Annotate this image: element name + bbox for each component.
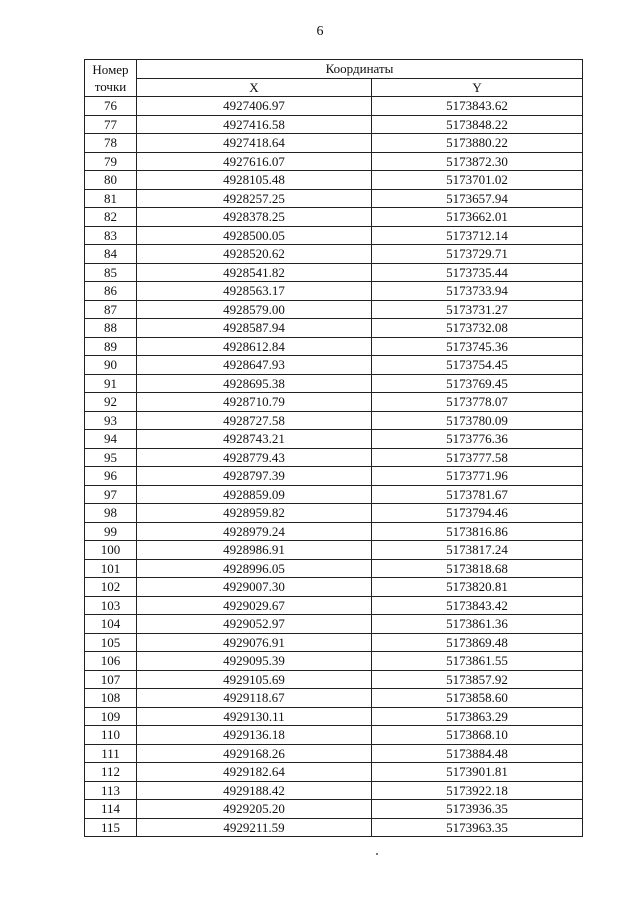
point-number-cell: 76 [85,97,137,116]
point-number-cell: 107 [85,670,137,689]
x-coordinate-cell: 4928859.09 [137,485,372,504]
x-coordinate-cell: 4928743.21 [137,430,372,449]
table-row [85,633,583,652]
point-number-cell: 110 [85,726,137,745]
y-coordinate-cell: 5173843.62 [372,97,583,116]
table-row [85,411,583,430]
header-row-bottom [85,78,583,97]
y-coordinate-cell: 5173657.94 [372,189,583,208]
table-row [85,800,583,819]
table-row [85,393,583,412]
point-number-cell: 77 [85,115,137,134]
x-coordinate-cell: 4927406.97 [137,97,372,116]
table-row [85,744,583,763]
table-row [85,97,583,116]
y-coordinate-cell: 5173754.45 [372,356,583,375]
scan-speck [376,853,378,855]
x-coordinate-cell: 4929130.11 [137,707,372,726]
y-coordinate-cell: 5173869.48 [372,633,583,652]
x-coordinate-cell: 4929105.69 [137,670,372,689]
table-row [85,670,583,689]
x-coordinate-cell: 4928710.79 [137,393,372,412]
point-number-header [85,60,137,97]
x-coordinate-cell: 4928500.05 [137,226,372,245]
point-number-header-line1: Номер [92,61,129,77]
y-coordinate-cell: 5173771.96 [372,467,583,486]
table-row [85,115,583,134]
point-number-cell: 105 [85,633,137,652]
point-number-cell: 83 [85,226,137,245]
x-coordinate-cell: 4928797.39 [137,467,372,486]
table-row [85,282,583,301]
point-number-cell: 100 [85,541,137,560]
y-coordinate-cell: 5173817.24 [372,541,583,560]
y-coordinate-cell: 5173701.02 [372,171,583,190]
x-coordinate-cell: 4928520.62 [137,245,372,264]
point-number-cell: 92 [85,393,137,412]
y-coordinate-cell: 5173781.67 [372,485,583,504]
table-row [85,430,583,449]
point-number-cell: 103 [85,596,137,615]
y-coordinate-cell: 5173818.68 [372,559,583,578]
point-number-cell: 104 [85,615,137,634]
table-row [85,485,583,504]
x-coordinate-cell: 4928378.25 [137,208,372,227]
point-number-cell: 95 [85,448,137,467]
table-row [85,763,583,782]
x-coordinate-cell: 4928727.58 [137,411,372,430]
y-coordinate-cell: 5173861.55 [372,652,583,671]
table-row [85,726,583,745]
x-coordinate-cell: 4927416.58 [137,115,372,134]
table-row [85,818,583,837]
table-row [85,522,583,541]
table-row [85,689,583,708]
y-coordinate-cell: 5173963.35 [372,818,583,837]
table-row [85,337,583,356]
x-coordinate-cell: 4928579.00 [137,300,372,319]
point-number-cell: 79 [85,152,137,171]
x-coordinate-cell: 4928959.82 [137,504,372,523]
point-number-cell: 101 [85,559,137,578]
table-row [85,578,583,597]
point-number-cell: 81 [85,189,137,208]
point-number-cell: 88 [85,319,137,338]
y-coordinate-cell: 5173863.29 [372,707,583,726]
point-number-cell: 87 [85,300,137,319]
x-coordinate-cell: 4929182.64 [137,763,372,782]
y-coordinate-cell: 5173936.35 [372,800,583,819]
y-coordinate-cell: 5173733.94 [372,282,583,301]
table-row [85,374,583,393]
x-coordinate-cell: 4929168.26 [137,744,372,763]
y-coordinate-cell: 5173922.18 [372,781,583,800]
x-coordinate-cell: 4929052.97 [137,615,372,634]
y-coordinate-cell: 5173857.92 [372,670,583,689]
x-coordinate-cell: 4928996.05 [137,559,372,578]
x-coordinate-cell: 4928563.17 [137,282,372,301]
y-coordinate-cell: 5173816.86 [372,522,583,541]
point-number-cell: 113 [85,781,137,800]
point-number-cell: 99 [85,522,137,541]
x-coordinate-cell: 4928979.24 [137,522,372,541]
table-row [85,448,583,467]
y-coordinate-cell: 5173732.08 [372,319,583,338]
x-coordinate-cell: 4927418.64 [137,134,372,153]
y-coordinate-cell: 5173735.44 [372,263,583,282]
x-coordinate-cell: 4929188.42 [137,781,372,800]
y-coordinate-cell: 5173662.01 [372,208,583,227]
point-number-cell: 106 [85,652,137,671]
table-row [85,245,583,264]
point-number-cell: 94 [85,430,137,449]
point-number-cell: 93 [85,411,137,430]
x-coordinate-cell: 4928257.25 [137,189,372,208]
x-coordinate-cell: 4929007.30 [137,578,372,597]
table-row [85,189,583,208]
y-coordinate-cell: 5173901.81 [372,763,583,782]
header-row-top [85,60,583,79]
point-number-cell: 111 [85,744,137,763]
x-coordinate-cell: 4928779.43 [137,448,372,467]
y-coordinate-cell: 5173868.10 [372,726,583,745]
x-coordinate-cell: 4928647.93 [137,356,372,375]
y-coordinate-cell: 5173729.71 [372,245,583,264]
table-row [85,467,583,486]
y-coordinate-cell: 5173731.27 [372,300,583,319]
table-row [85,134,583,153]
table-row [85,707,583,726]
table-row [85,300,583,319]
coordinates-table-body [85,97,583,837]
x-coordinate-cell: 4929029.67 [137,596,372,615]
y-coordinate-cell: 5173776.36 [372,430,583,449]
x-coordinate-cell: 4929095.39 [137,652,372,671]
y-coordinate-cell: 5173778.07 [372,393,583,412]
table-row [85,541,583,560]
y-coordinate-cell: 5173861.36 [372,615,583,634]
table-row [85,263,583,282]
x-coordinate-cell: 4928612.84 [137,337,372,356]
point-number-cell: 85 [85,263,137,282]
table-row [85,171,583,190]
y-coordinate-cell: 5173872.30 [372,152,583,171]
table-row [85,356,583,375]
table-row [85,615,583,634]
y-coordinate-cell: 5173880.22 [372,134,583,153]
point-number-cell: 80 [85,171,137,190]
table-row [85,652,583,671]
point-number-cell: 102 [85,578,137,597]
table-row [85,559,583,578]
y-coordinate-cell: 5173858.60 [372,689,583,708]
y-coordinate-cell: 5173769.45 [372,374,583,393]
table-row [85,781,583,800]
x-coordinate-cell: 4928695.38 [137,374,372,393]
point-number-cell: 96 [85,467,137,486]
y-column-header: Y [372,78,583,97]
y-coordinate-cell: 5173745.36 [372,337,583,356]
x-coordinate-cell: 4928587.94 [137,319,372,338]
coordinates-header: Координаты [137,60,583,79]
y-coordinate-cell: 5173780.09 [372,411,583,430]
point-number-cell: 84 [85,245,137,264]
table-row [85,226,583,245]
point-number-cell: 112 [85,763,137,782]
x-coordinate-cell: 4928986.91 [137,541,372,560]
x-coordinate-cell: 4929205.20 [137,800,372,819]
point-number-header-line2: точки [94,79,127,94]
y-coordinate-cell: 5173712.14 [372,226,583,245]
point-number-cell: 98 [85,504,137,523]
point-number-cell: 78 [85,134,137,153]
point-number-cell: 90 [85,356,137,375]
table-row [85,596,583,615]
point-number-cell: 97 [85,485,137,504]
point-number-cell: 115 [85,818,137,837]
x-column-header: X [137,78,372,97]
y-coordinate-cell: 5173848.22 [372,115,583,134]
y-coordinate-cell: 5173820.81 [372,578,583,597]
y-coordinate-cell: 5173843.42 [372,596,583,615]
table-row [85,152,583,171]
page-number: 6 [316,24,324,39]
y-coordinate-cell: 5173884.48 [372,744,583,763]
x-coordinate-cell: 4929136.18 [137,726,372,745]
point-number-cell: 91 [85,374,137,393]
point-number-cell: 109 [85,707,137,726]
x-coordinate-cell: 4929076.91 [137,633,372,652]
table-row [85,208,583,227]
point-number-cell: 82 [85,208,137,227]
x-coordinate-cell: 4927616.07 [137,152,372,171]
point-number-cell: 86 [85,282,137,301]
table-row [85,319,583,338]
x-coordinate-cell: 4929211.59 [137,818,372,837]
x-coordinate-cell: 4928541.82 [137,263,372,282]
x-coordinate-cell: 4928105.48 [137,171,372,190]
point-number-cell: 89 [85,337,137,356]
point-number-cell: 108 [85,689,137,708]
y-coordinate-cell: 5173777.58 [372,448,583,467]
point-number-cell: 114 [85,800,137,819]
coordinates-table [84,59,583,837]
table-row [85,504,583,523]
y-coordinate-cell: 5173794.46 [372,504,583,523]
x-coordinate-cell: 4929118.67 [137,689,372,708]
